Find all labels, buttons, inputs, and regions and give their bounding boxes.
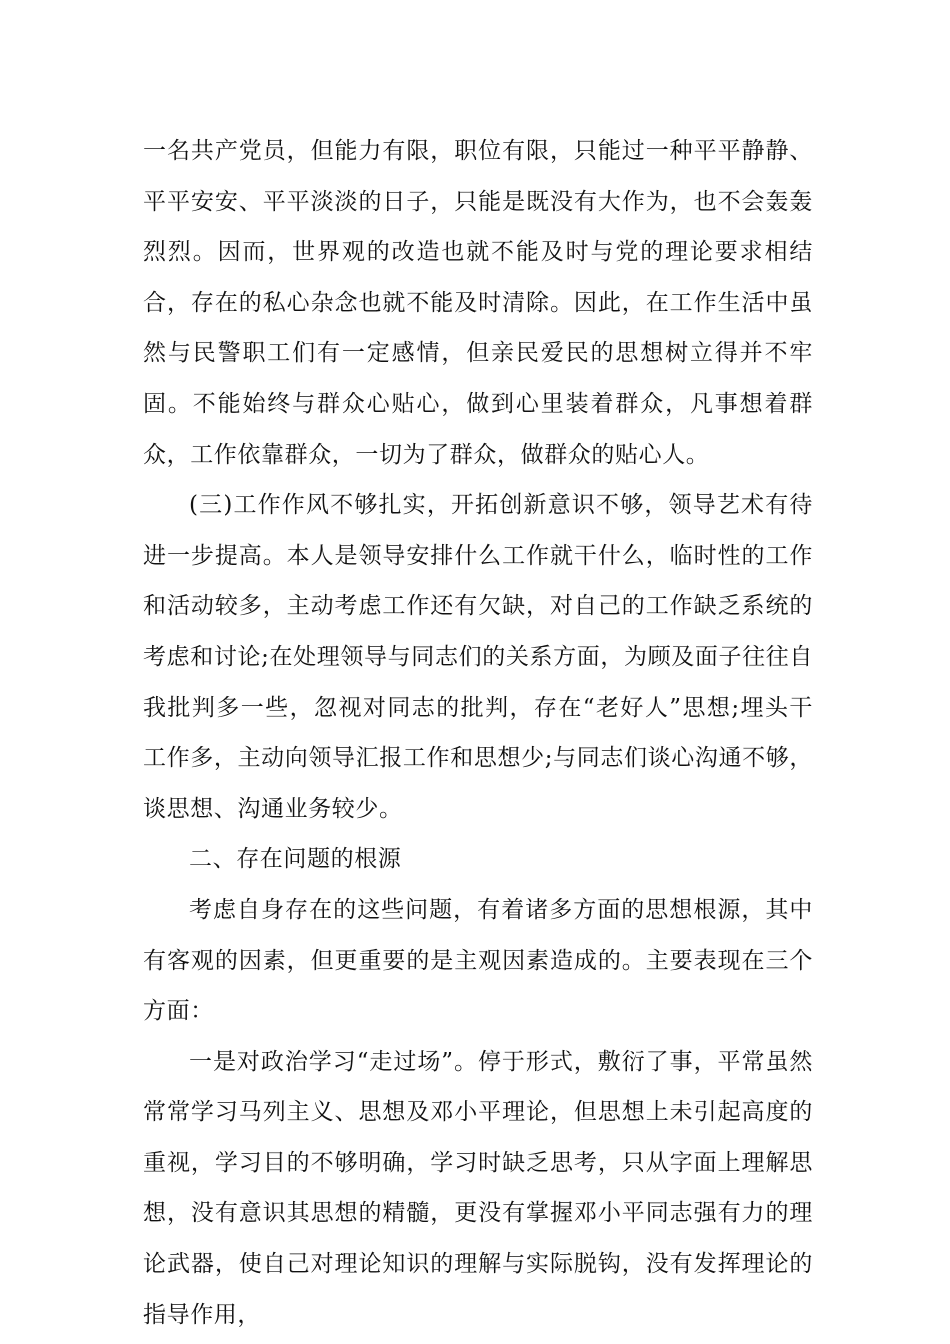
paragraph-continuation: 一名共产党员，但能力有限，职位有限，只能过一种平平静静、平平安安、平平淡淡的日子，只能是既没有大作为，也不会轰轰烈烈。因而，世界观的改造也就不能及时与党的理论要求相结合，存在的私心杂念也就不能及时清除。因此，在工作生活中虽然与民警职工们有一定感情，但亲民爱民的思想树立得并不牢固。不能始终与群众心贴心，做到心里装着群众，凡事想着群众，工作依靠群众，一切为了群众，做群众的贴心人。	[143, 138, 813, 468]
paragraph-work-style: (三)工作作风不够扎实，开拓创新意识不够，领导艺术有待进一步提高。本人是领导安排什么工作就干什么，临时性的工作和活动较多，主动考虑工作还有欠缺，对自己的工作缺乏系统的考虑和讨论;在处理领导与同志们的关系方面，为顾及面子往往自我批判多一些，忽视对同志的批判，存在“老好人”思想;埋头干工作多，主动向领导汇报工作和思想少;与同志们谈心沟通不够，谈思想、沟通业务较少。	[143, 492, 813, 822]
document-body	[143, 126, 813, 1340]
section-heading-root-causes: 二、存在问题的根源	[189, 846, 402, 873]
paragraph-root-causes-intro: 考虑自身存在的这些问题，有着诸多方面的思想根源，其中有客观的因素，但更重要的是主观因素造成的。主要表现在三个方面：	[143, 896, 813, 1025]
paragraph-political-study: 一是对政治学习“走过场”。停于形式，敷衍了事，平常虽然常常学习马列主义、思想及邓小平理论，但思想上未引起高度的重视，学习目的不够明确，学习时缺乏思考，只从字面上理解思想，没有意识其思想的精髓，更没有掌握邓小平同志强有力的理论武器，使自己对理论知识的理解与实际脱钩，没有发挥理论的指导作用，	[143, 1048, 813, 1328]
